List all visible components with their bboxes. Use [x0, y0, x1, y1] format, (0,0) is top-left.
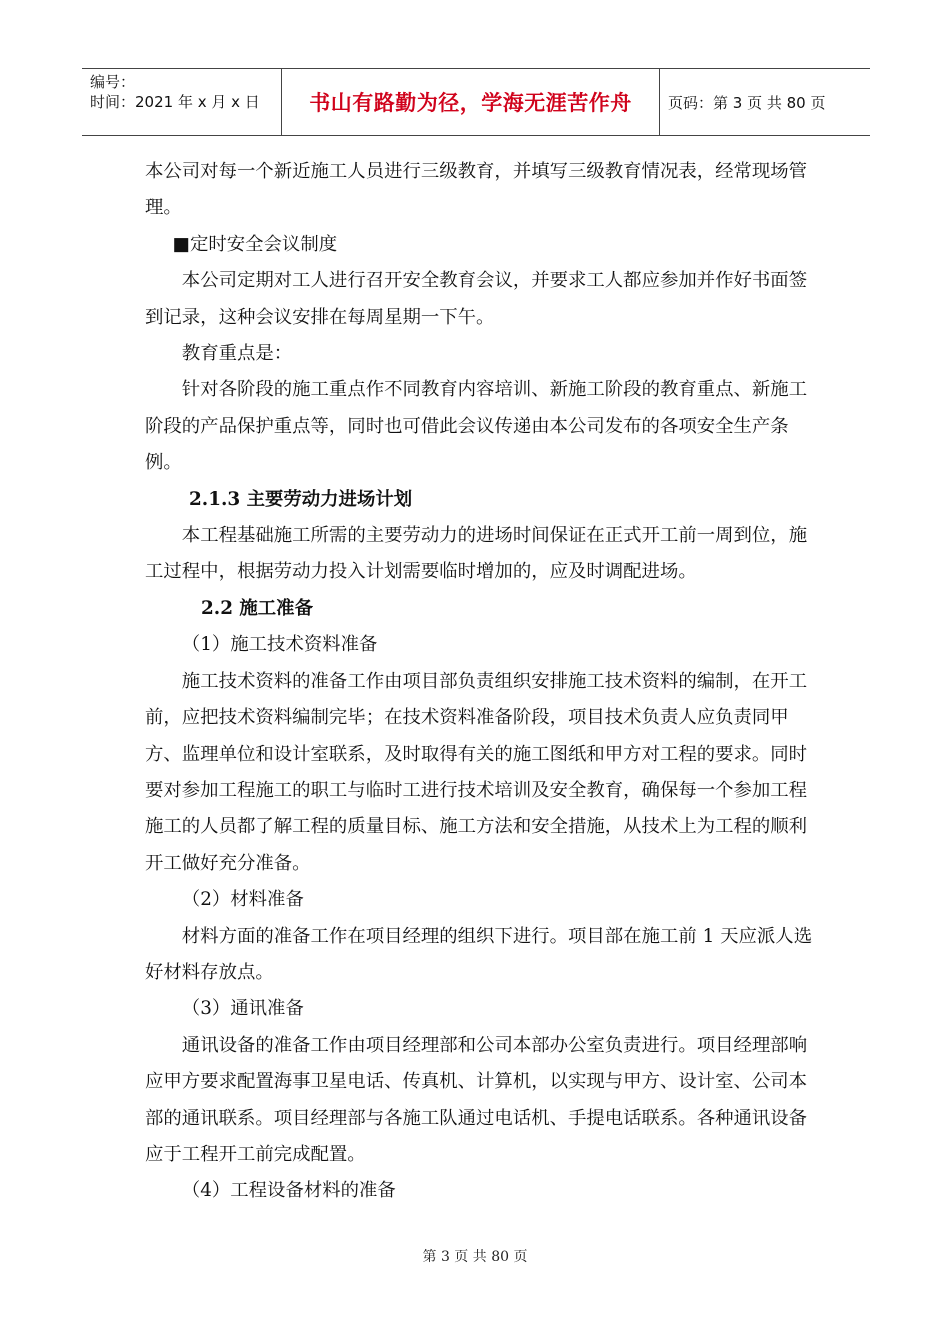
paragraph: 通讯设备的准备工作由项目经理部和公司本部办公室负责进行。项目经理部响应甲方要求配置海事卫星电话、传真机、计算机，以实现与甲方、设计室、公司本部的通讯联系。项目经理部与各施工队通过电话机、手提电话联系。各种通讯设备应于工程开工前完成配置。	[145, 1034, 808, 1165]
bullet-heading: ■定时安全会议制度	[172, 233, 338, 255]
subsection-heading: （2）材料准备	[181, 889, 304, 911]
paragraph: 本工程基础施工所需的主要劳动力的进场时间保证在正式开工前一周到位，施工过程中，根据劳动力投入计划需要临时增加的，应及时调配进场。	[145, 525, 808, 583]
document-body	[145, 154, 813, 1210]
paragraph: 针对各阶段的施工重点作不同教育内容培训、新施工阶段的教育重点、新施工阶段的产品保护重点等，同时也可借此会议传递由本公司发布的各项安全生产条例。	[145, 379, 808, 474]
subsection-heading: （4）工程设备材料的准备	[181, 1180, 396, 1202]
section-heading-2-1-3: 2.1.3 主要劳动力进场计划	[189, 488, 413, 510]
paragraph: 施工技术资料的准备工作由项目部负责组织安排施工技术资料的编制，在开工前，应把技术资料编制完毕；在技术资料准备阶段，项目技术负责人应负责同甲方、监理单位和设计室联系，及时取得有关的施工图纸和甲方对工程的要求。同时要对参加工程施工的职工与临时工进行技术培训及安全教育，确保每一个参加工程施工的人员都了解工程的质量目标、施工方法和安全措施，从技术上为工程的顺利开工做好充分准备。	[145, 670, 808, 874]
paragraph: 材料方面的准备工作在项目经理的组织下进行。项目部在施工前 1 天应派人选好材料存放点。	[145, 925, 813, 983]
paragraph: 本公司对每一个新近施工人员进行三级教育，并填写三级教育情况表，经常现场管理。	[145, 161, 808, 219]
subsection-heading: （3）通讯准备	[181, 998, 304, 1020]
section-heading-2-2: 2.2 施工准备	[201, 597, 313, 619]
header-meta	[82, 69, 282, 135]
page-header	[82, 68, 870, 136]
header-motto: 书山有路勤为径，学海无涯苦作舟	[282, 69, 660, 135]
paragraph: 本公司定期对工人进行召开安全教育会议，并要求工人都应参加并作好书面签到记录，这种会议安排在每周星期一下午。	[145, 270, 808, 328]
subsection-heading: （1）施工技术资料准备	[181, 634, 378, 656]
document-number-label: 编号：	[90, 73, 136, 91]
header-page-info: 页码：第 3 页 共 80 页	[668, 93, 826, 112]
page-footer: 第 3 页 共 80 页	[422, 1249, 528, 1265]
document-date: 时间：2021 年 x 月 x 日	[90, 93, 260, 111]
paragraph: 教育重点是：	[181, 343, 293, 365]
